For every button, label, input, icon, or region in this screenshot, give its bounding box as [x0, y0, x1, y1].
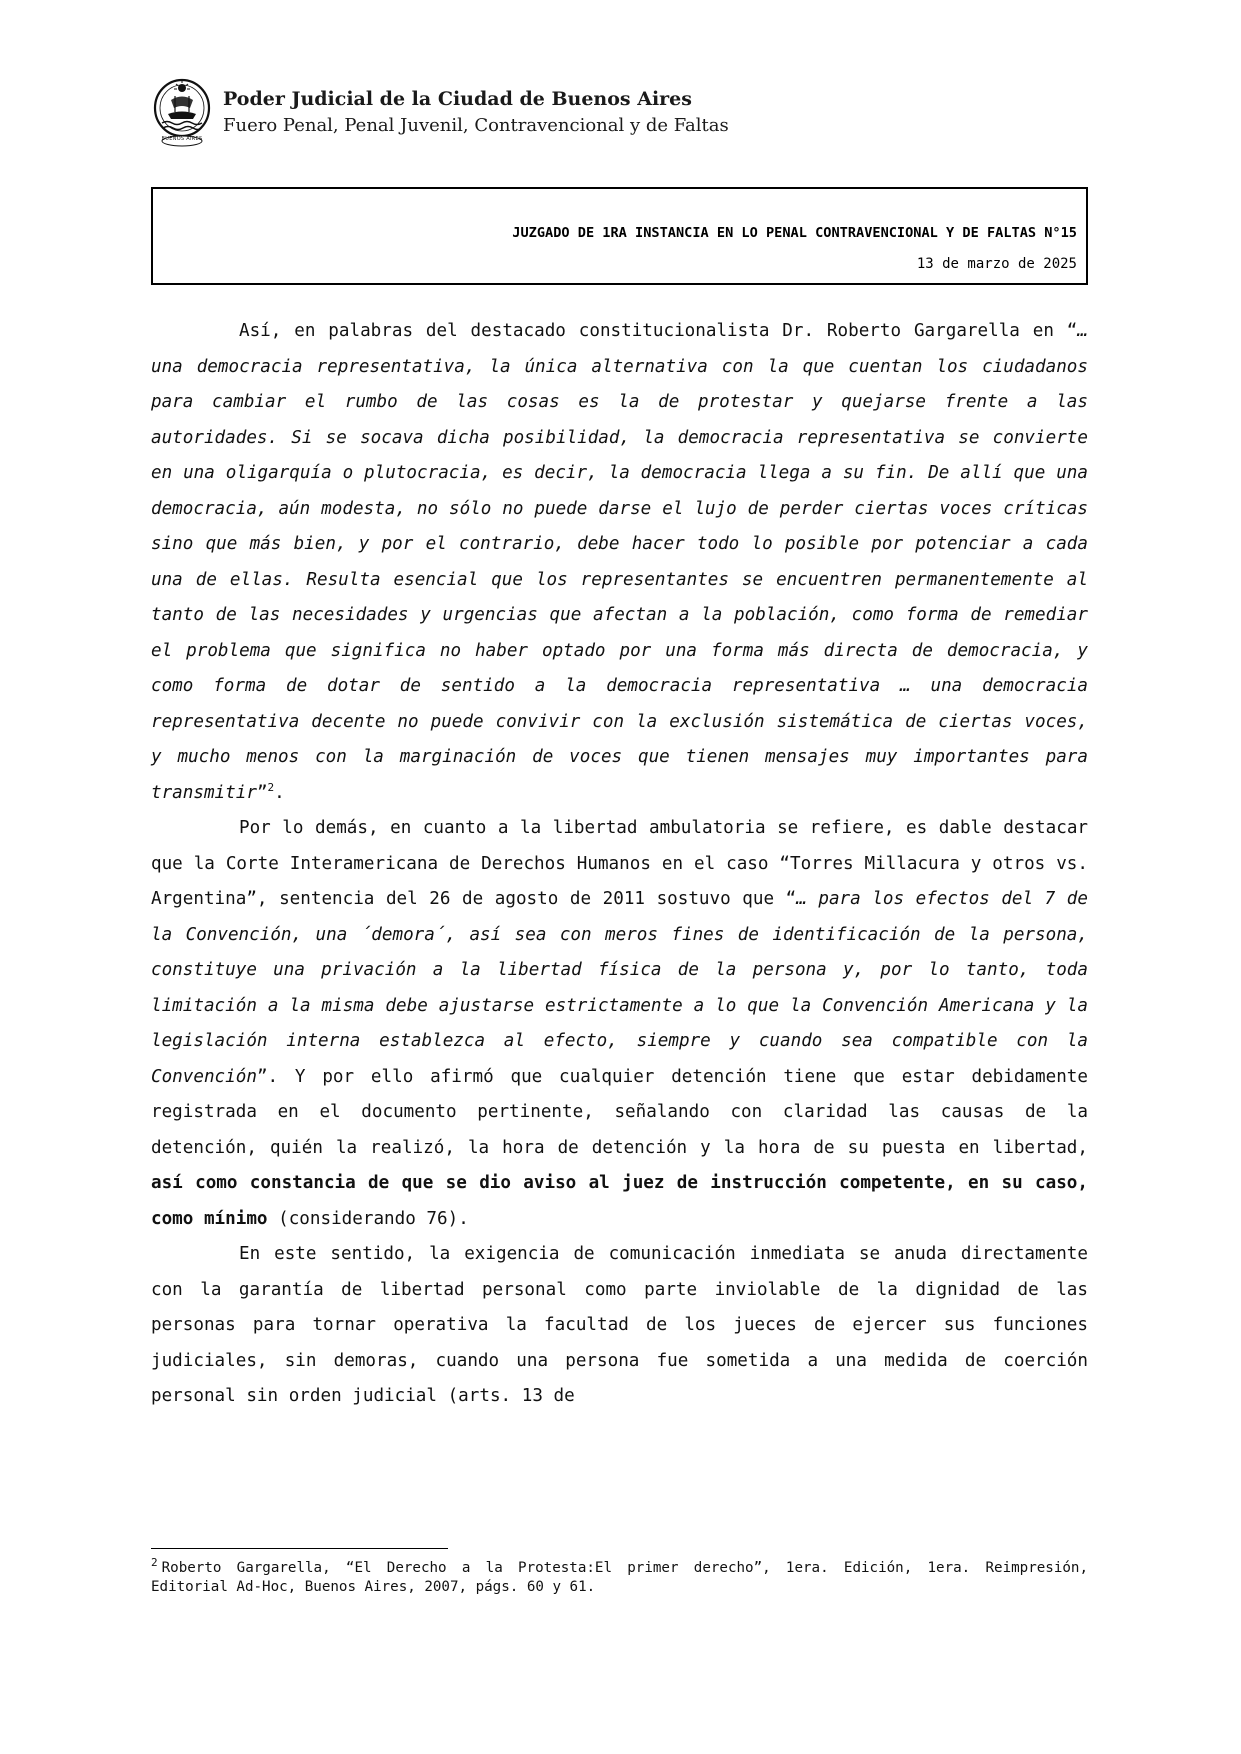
paragraph-gargarella-quote [151, 314, 1088, 811]
paragraph-text: Así, en palabras del destacado constitucionalista Dr. Roberto Gargarella en “ [239, 321, 1078, 341]
paragraph-text: Por lo demás, en cuanto a la libertad ambulatoria se refiere, es dable destacar que la Corte Interamericana de Derechos Humanos en el caso “Torres Millacura y otros vs. Argentina”, sentencia del 26 de agosto de 2011 sostuvo que “ [151, 818, 1088, 909]
document-date: 13 de marzo de 2025 [916, 256, 1077, 272]
document-body [151, 314, 1088, 1415]
paragraph-text: En este sentido, la exigencia de comunicación inmediata se anuda directamente con la garantía de libertad personal como parte inviolable de la dignidad de las personas para tornar operativa la facultad de los jueces de ejercer sus funciones judiciales, sin demoras, cuando una persona fue sometida a una medida de coerción personal sin orden judicial (arts. 13 de [151, 1244, 1088, 1406]
paragraph-text: ”. Y por ello afirmó que cualquier detención tiene que estar debidamente registrada en el documento pertinente, señalando con claridad las causas de la detención, quién la realizó, la hora de detención y la hora de su puesta en libertad, [151, 1066, 1088, 1158]
paragraph-end: (considerando 76). [267, 1208, 469, 1229]
footnote [151, 1556, 1088, 1597]
footnote-number: 2 [151, 1556, 158, 1570]
letterhead [152, 78, 729, 150]
paragraph-comunicacion [151, 1237, 1088, 1415]
institution-name: Poder Judicial de la Ciudad de Buenos Aires [223, 88, 692, 110]
court-name: JUZGADO DE 1RA INSTANCIA EN LO PENAL CONTRAVENCIONAL Y DE FALTAS N°15 [512, 225, 1077, 241]
paragraph-end: . [274, 782, 285, 803]
paragraph-corte-idh [151, 811, 1088, 1237]
city-coat-of-arms-icon [152, 78, 212, 150]
footnote-divider [151, 1548, 448, 1549]
division-name: Fuero Penal, Penal Juvenil, Contravencional y de Faltas [223, 115, 729, 136]
footnote-text: Roberto Gargarella, “El Derecho a la Protesta:El primer derecho”, 1era. Edición, 1era. Reimpresión, Editorial Ad-Hoc, Buenos Aires, 2007, págs. 60 y 61. [151, 1560, 1088, 1595]
footnote-reference: 2 [267, 780, 275, 794]
seal-caption: BUENOS AIRES [161, 136, 203, 142]
closing-quote: ” [256, 782, 268, 803]
court-header-box [151, 187, 1088, 285]
bold-emphasis: así como constancia de que se dio aviso al juez de instrucción competente, en su caso, como mínimo [151, 1173, 1088, 1229]
quoted-text: … para los efectos del 7 de la Convención, una ´demora´, así sea con meros fines de identificación de la persona, constituye una privación a la libertad física de la persona y, por lo tanto, toda limitación a la misma debe ajustarse estrictamente a lo que la Convención Americana y la legislación interna establezca al efecto, siempre y cuando sea compatible con la Convención [151, 889, 1088, 1087]
quoted-text: … una democracia representativa, la única alternativa con la que cuentan los ciudadanos para cambiar el rumbo de las cosas es la de protestar y quejarse frente a las autoridades. Si se socava dicha posibilidad, la democracia representativa se convierte en una oligarquía o plutocracia, es decir, la democracia llega a su fin. De allí que una democracia, aún modesta, no sólo no puede darse el lujo de perder ciertas voces críticas sino que más bien, y por el contrario, debe hacer todo lo posible por potenciar a cada una de ellas. Resulta esencial que los representantes se encuentren permanentemente al tanto de las necesidades y urgencias que afectan a la población, como forma de remediar el problema que significa no haber optado por una forma más directa de democracia, y como forma de dotar de sentido a la democracia representativa … una democracia representativa decente no puede convivir con la exclusión sistemática de ciertas voces, y mucho menos con la marginación de voces que tienen mensajes muy importantes para transmitir [151, 321, 1088, 803]
